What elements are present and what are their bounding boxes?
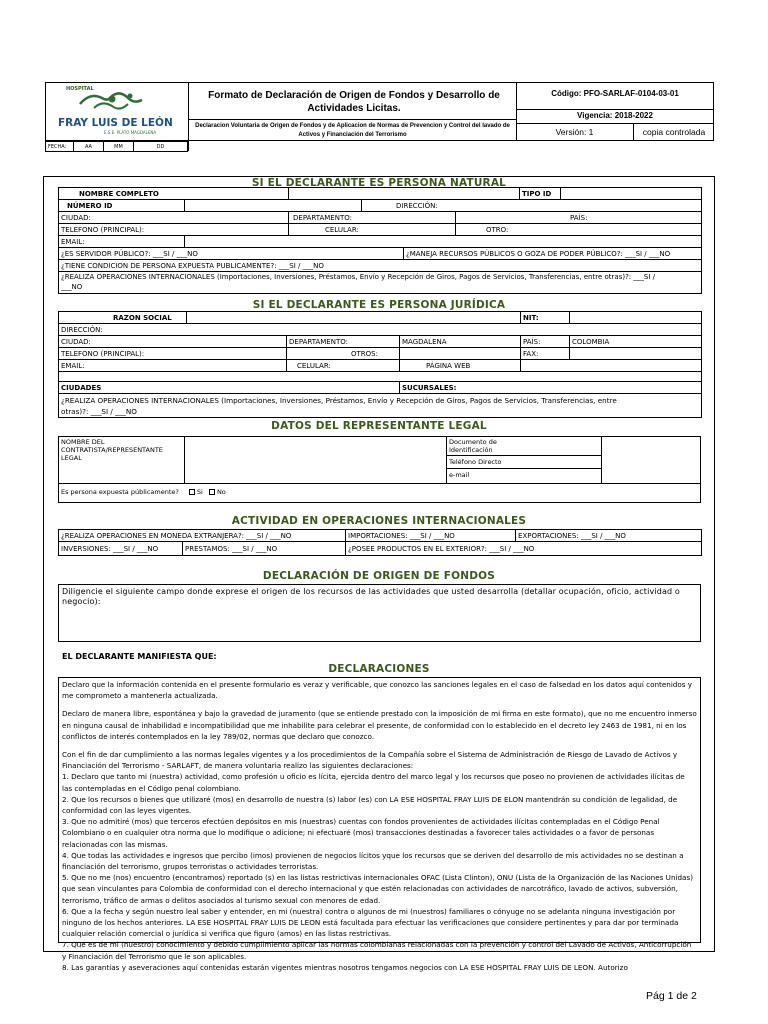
razon-social-label: RAZON SOCIAL: [59, 312, 187, 324]
natural-table: [58, 187, 702, 294]
rep-email-label: e-mail: [449, 471, 470, 479]
fecha-table: [45, 141, 188, 152]
exportaciones-question[interactable]: EXPORTACIONES: ___SI / ___NO: [516, 530, 702, 542]
rep-si-label: Si: [196, 488, 203, 496]
codigo-line: [516, 109, 714, 110]
fecha-mm[interactable]: MM: [104, 142, 134, 152]
rep-no-label: No: [216, 488, 226, 496]
ciudades-label[interactable]: CIUDADES: [59, 382, 400, 394]
codigo-label: Código: PFO-SARLAF-0104-03-01: [551, 89, 679, 98]
declaracion-item-2: 2. Que los recursos o bienes que utilizaré (mos) en desarrollo de nuestra (s) labor (es) con LA ESE HOSPITAL FRAY LUIS DE ELON mantendrán su condición de legalidad, de conformidad con las leyes vigentes.: [62, 794, 678, 816]
productos-exterior-question[interactable]: ¿POSEE PRODUCTOS EN EL EXTERIOR?: ___SI / ___NO: [346, 542, 702, 556]
logo-text-top: HOSPITAL: [66, 86, 94, 92]
declaracion-item-4: 4. Que todas las actividades e ingresos que percibo (imos) provienen de negocios lícitos yque los recursos que se deriven del desarrollo de mis actividades no se destinan a financiación del terrorismo, grupos terroristas o actividades terroristas.: [62, 850, 684, 872]
otro-label[interactable]: OTRO:: [456, 224, 702, 236]
celular-juridica-label[interactable]: CELULAR:: [287, 360, 400, 372]
logo-text-main: FRAY LUIS DE LEÓN: [58, 117, 173, 129]
declaracion-item-6: 6. Que a la fecha y según nuestro leal saber y entender, en mi (nuestra) contra o algunos de mi (nuestros) familiares o cónyuge no se adelanta ninguna investigación por ninguno de los hechos anteriores. LA ESE HOSPITAL FRAY LUIS DE LEON está facultada para efectuar las verificaciones que considere pertinentes y para dar por terminada cualquier relación comercial o jurídica si verifica que figuro (amos) en las listas restrictivas.: [62, 906, 679, 939]
inversiones-question[interactable]: INVERSIONES: ___SI / ___NO: [59, 542, 183, 556]
rep-line-h3: [58, 483, 701, 484]
direccion-label: DIRECCIÓN:: [396, 201, 438, 210]
rep-expuesta-row: [61, 488, 226, 496]
web-label: PÁGINA WEB: [400, 360, 521, 372]
prestamos-question[interactable]: PRESTAMOS: ___SI / ___NO: [183, 542, 346, 556]
logo-text-sub: E.S.E. PLATO MAGDALENA: [104, 130, 157, 135]
section-origen-title: DECLARACIÓN DE ORIGEN DE FONDOS: [262, 570, 496, 582]
nombre-completo-label: NOMBRE COMPLETO: [59, 188, 289, 200]
logo-divider: [188, 82, 189, 151]
ciudad-label[interactable]: CIUDAD:: [59, 212, 289, 224]
email-juridica-label[interactable]: EMAIL:: [59, 360, 287, 372]
razon-social-field[interactable]: [187, 312, 521, 324]
fecha-dd[interactable]: DD: [134, 142, 188, 152]
departamento-juridica-label: DEPARTAMENTO:: [287, 336, 400, 348]
numero-id-label: NÚMERO ID: [59, 200, 185, 212]
tipo-id-label: TIPO ID: [520, 188, 561, 200]
title-underline: [188, 119, 516, 120]
section-declaraciones-title: DECLARACIONES: [328, 663, 430, 675]
declaraciones-box: [58, 677, 701, 972]
otros-juridica-label[interactable]: OTROS:: [287, 348, 400, 360]
nombre-completo-field[interactable]: [289, 188, 520, 200]
fax-label: FAX:: [521, 348, 570, 360]
nit-field[interactable]: [570, 312, 702, 324]
rep-documento-label: Documento de Identificación: [449, 438, 497, 454]
rep-nombre-label: NOMBRE DEL CONTRATISTA/REPRESENTANTE LEGAL: [61, 438, 163, 462]
pais-label[interactable]: PAÍS:: [456, 212, 702, 224]
celular-label[interactable]: CELULAR:: [289, 224, 456, 236]
recursos-publicos-question[interactable]: ¿MANEJA RECURSOS PÚBLICOS O GOZA DE PODER PÚBLICO?: ___SI / ___NO: [404, 248, 702, 260]
rep-documento-field[interactable]: [602, 437, 700, 455]
fecha-aa[interactable]: AA: [74, 142, 104, 152]
web-field[interactable]: [521, 360, 702, 372]
juridica-spacer: [59, 372, 702, 382]
rep-expuesta-label: Es persona expuesta públicamente?: [61, 488, 179, 496]
ciudad-juridica-label[interactable]: CIUDAD:: [59, 336, 287, 348]
importaciones-question[interactable]: IMPORTACIONES: ___SI / ___NO: [346, 530, 516, 542]
fecha-label: FECHA:: [46, 142, 74, 152]
numero-id-field[interactable]: [185, 200, 362, 212]
section-representante-title: DATOS DEL REPRESENTANTE LEGAL: [271, 420, 487, 432]
otros-juridica-field[interactable]: [400, 348, 521, 360]
version-label: Versión: 1: [555, 127, 594, 137]
declaracion-p3: Con el fin de dar cumplimiento a las normas legales vigentes y a los procedimientos de la Compañía sobre el Sistema de Administración de Riesgo de Lavado de Activos y Financiación del Terrorismo - SARLAFT, de manera voluntaria realizo las siguientes declaraciones:: [62, 750, 678, 771]
fax-field[interactable]: [570, 348, 702, 360]
telefono-juridica-label[interactable]: TELEFONO (PRINCIPAL):: [59, 348, 287, 360]
nit-label: NIT:: [521, 312, 570, 324]
section-natural-title: SI EL DECLARANTE ES PERSONA NATURAL: [251, 177, 507, 189]
declaracion-p2: Declaro de manera libre, espontánea y bajo la gravedad de juramento (que se entiende prestado con la imposición de mi firma en este formato), que no me encuentro inmerso en ninguna causal de inhabilidad e incompatibilidad que me inhabilite para celebrar el presente, de conformidad con lo establecido en el decreto ley 2463 de 1981, ni en los conflictos de interés contemplados en la ley 789/02, normas que declaro que conozco.: [62, 709, 697, 741]
section-juridica-title: SI EL DECLARANTE ES PERSONA JURÍDICA: [252, 299, 506, 311]
actividad-table: [58, 529, 702, 556]
declaracion-item-5: 5. Que no me (nos) encuentro (encontramos) reportado (s) en las listas restrictivas internacionales OFAC (Lista Clinton), ONU (Lista de la Organización de las Naciones Unidas) que sean vinculantes para Colombia de conformidad con el derecho internacional y que estén relacionadas con actividades de narcotráfico, lavado de activos, subversión, terrorismo, tráfico de armas o delitos asociados al turismo sexual con menores de edad.: [62, 873, 694, 905]
pais-juridica-value[interactable]: COLOMBIA: [570, 336, 702, 348]
moneda-extranjera-question[interactable]: ¿REALIZA OPERACIONES EN MONEDA EXTRANJERA?: ___SI / ___NO: [59, 530, 346, 542]
page-number: Pág 1 de 2: [646, 990, 697, 1002]
telefono-label[interactable]: TELEFONO (PRINCIPAL):: [59, 224, 289, 236]
rep-no-checkbox[interactable]: [209, 489, 215, 495]
rep-line-v2: [446, 436, 447, 483]
direccion-juridica-label[interactable]: DIRECCIÓN:: [59, 324, 702, 336]
rep-line-h1: [446, 455, 601, 456]
copia-label: copia controlada: [642, 127, 706, 137]
tipo-id-field[interactable]: [561, 188, 702, 200]
sucursales-label[interactable]: SUCURSALES:: [400, 382, 702, 394]
document-subtitle: Declaracion Voluntaria de Origen de Fondos y de Aplicacion de Normas de Prevencion y Control del lavado de Activos y Financiación del Terrorismo: [195, 123, 510, 138]
declaracion-item-1: 1. Declaro que tanto mi (nuestra) actividad, como profesión u oficio es lícita, ejercida dentro del marco legal y los recursos que poseo no provienen de actividades ilícitas de las contempladas en el Código penal colombiano.: [62, 772, 685, 793]
pais-juridica-label: PAÍS:: [521, 336, 570, 348]
declaracion-item-3: 3. Que no admitiré (mos) que terceros efectúen depósitos en mis (nuestras) cuentas con fondos provenientes de actividades ilícitas contempladas en el Código Penal Colombiano o en cualquier otra norma que lo modifique o adicione; ni efectuaré (mos) transacciones destinadas a favorecer tales actividades o a favor de personas relacionadas con las mismas.: [62, 817, 660, 849]
departamento-label[interactable]: DEPARTAMENTO:: [289, 212, 456, 224]
origen-textarea[interactable]: [58, 584, 701, 642]
operaciones-internacionales-question[interactable]: ¿REALIZA OPERACIONES INTERNACIONALES (Importaciones, Inversiones, Préstamos, Envío y Recepción de Giros, Pagos de Servicios, Transferencias, entre otras)?: ___SI / ___NO: [59, 272, 702, 294]
origen-instruccion: Diligencie el siguiente campo donde exprese el origen de los recursos de las actividades que usted desarrolla (detallar ocupación, oficio, actividad o negocio):: [62, 587, 680, 606]
rep-line-h2: [446, 468, 601, 469]
declaracion-item-7: 7. Que es de mi (nuestro) conocimiento y debido cumplimiento aplicar las normas colombianas relacionadas con la prevención y control del Lavado de Activos, Anticorrupción y Financiación del Terrorismo que le son aplicables.: [62, 940, 692, 961]
section-actividad-title: ACTIVIDAD EN OPERACIONES INTERNACIONALES: [231, 515, 527, 527]
declaracion-p1: Declaro que la información contenida en el presente formulario es veraz y verificable, que conozco las sanciones legales en el caso de falsedad en los datos aquí contenidos y me comprometo a mantenerla actualizada.: [62, 680, 693, 701]
departamento-juridica-value[interactable]: MAGDALENA: [400, 336, 521, 348]
email-label: EMAIL:: [59, 236, 185, 248]
vigencia-label: Vigencia: 2018-2022: [577, 111, 653, 120]
email-field[interactable]: [185, 236, 702, 248]
juridica-table: [58, 311, 702, 418]
servidor-publico-question[interactable]: ¿ES SERVIDOR PÚBLICO?: ___SI / ___NO: [59, 248, 404, 260]
direccion-field[interactable]: [362, 200, 702, 212]
rep-telefono-label: Teléfono Directo: [449, 458, 502, 466]
rep-nombre-field[interactable]: [185, 437, 445, 482]
document-title: Formato de Declaración de Origen de Fondos y Desarrollo de Actividades Licitas.: [208, 90, 500, 114]
declaracion-item-8: 8. Las garantías y aseveraciones aquí contenidas estarán vigentes mientras nosotros tengamos negocios con LA ESE HOSPITAL FRAY LUIS DE LEON. Autorizo: [62, 962, 628, 972]
manifiesta-heading: EL DECLARANTE MANIFIESTA QUE:: [62, 652, 217, 661]
vigencia-line: [516, 123, 714, 124]
operaciones-juridica-question[interactable]: ¿REALIZA OPERACIONES INTERNACIONALES (Importaciones, Inversiones, Préstamos, Envío y Recepción de Giros, Pagos de Servicios, Transferencias, entre otras)?: ___SI / ___NO: [59, 394, 702, 418]
rep-si-checkbox[interactable]: [189, 489, 195, 495]
persona-expuesta-question[interactable]: ¿TIENE CONDICION DE PERSONA EXPUESTA PUBLICAMENTE?: ___SI / ___NO: [59, 260, 702, 272]
